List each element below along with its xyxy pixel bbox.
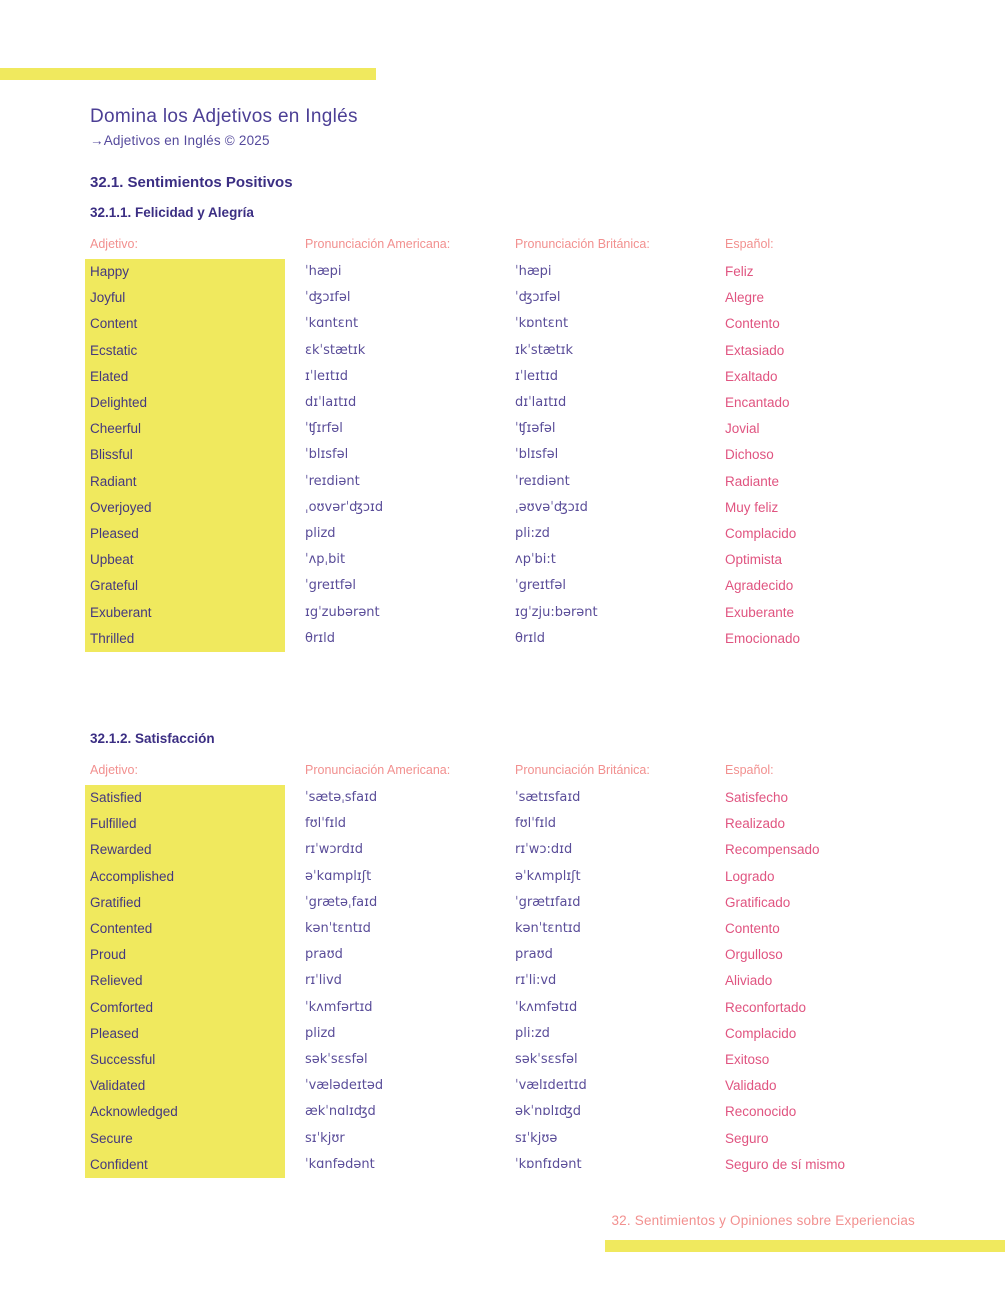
us-pronunciation-cell: əˈkɑmplɪʃt bbox=[305, 868, 372, 884]
us-pronunciation-cell: praʊd bbox=[305, 947, 343, 963]
table-header-row bbox=[85, 237, 917, 252]
us-pronunciation-cell: ɪgˈzubərənt bbox=[305, 604, 380, 620]
adjective-cell: Cheerful bbox=[85, 416, 285, 442]
spanish-cell: Muy feliz bbox=[725, 499, 779, 515]
spanish-cell: Radiante bbox=[725, 473, 780, 489]
uk-pronunciation-cell: fʊlˈfɪld bbox=[515, 816, 557, 832]
column-header: Pronunciación Británica: bbox=[515, 763, 650, 777]
uk-pronunciation-cell: pli:zd bbox=[515, 526, 550, 542]
adjective-cell: Gratified bbox=[85, 890, 285, 916]
adjective-cell: Relieved bbox=[85, 968, 285, 994]
uk-pronunciation-cell: ˈkɒnfɪdənt bbox=[515, 1156, 582, 1172]
bottom-accent-bar bbox=[605, 1240, 1005, 1252]
adjective-cell: Elated bbox=[85, 364, 285, 390]
adjective-cell: Thrilled bbox=[85, 626, 285, 652]
spanish-cell: Dichoso bbox=[725, 447, 774, 463]
spanish-cell: Aliviado bbox=[725, 973, 773, 989]
adjective-cell: Ecstatic bbox=[85, 338, 285, 364]
spanish-cell: Contento bbox=[725, 316, 780, 332]
spanish-cell: Feliz bbox=[725, 264, 754, 279]
us-pronunciation-cell: ˈsætəˌsfaɪd bbox=[305, 790, 378, 805]
column-header: Español: bbox=[725, 237, 774, 251]
adjective-cell: Pleased bbox=[85, 521, 285, 547]
table-body bbox=[85, 785, 917, 1178]
uk-pronunciation-cell: ˈreɪdiənt bbox=[515, 473, 570, 489]
us-pronunciation-cell: ɪˈleɪtɪd bbox=[305, 368, 349, 384]
spanish-cell: Optimista bbox=[725, 552, 783, 568]
uk-pronunciation-cell: ˈgrætɪfaɪd bbox=[515, 894, 581, 910]
spanish-cell: Complacido bbox=[725, 1025, 797, 1041]
table-header-row bbox=[85, 763, 917, 778]
uk-pronunciation-cell: ˈvælɪdeɪtɪd bbox=[515, 1078, 587, 1094]
uk-pronunciation-cell: ˈsætɪsfaɪd bbox=[515, 790, 581, 805]
uk-pronunciation-cell: səkˈsɛsfəl bbox=[515, 1052, 578, 1068]
us-pronunciation-cell: ɛkˈstætɪk bbox=[305, 342, 366, 358]
adjective-cell: Validated bbox=[85, 1073, 285, 1099]
adjective-cell: Pleased bbox=[85, 1021, 285, 1047]
us-pronunciation-cell: ˈkɑnfədənt bbox=[305, 1156, 375, 1172]
column-header: Pronunciación Americana: bbox=[305, 237, 451, 251]
column-header: Español: bbox=[725, 763, 774, 777]
uk-pronunciation-cell: ˈhæpi bbox=[515, 264, 552, 279]
uk-pronunciation-cell: ɪkˈstætɪk bbox=[515, 342, 574, 358]
spanish-cell: Reconfortado bbox=[725, 999, 807, 1015]
spanish-cell: Orgulloso bbox=[725, 947, 783, 963]
us-pronunciation-cell: ˈgrætəˌfaɪd bbox=[305, 894, 378, 910]
adjective-cell: Acknowledged bbox=[85, 1099, 285, 1125]
us-pronunciation-cell: dɪˈlaɪtɪd bbox=[305, 395, 357, 411]
adjective-cell: Rewarded bbox=[85, 837, 285, 863]
adjective-cell: Radiant bbox=[85, 469, 285, 495]
spanish-cell: Exuberante bbox=[725, 604, 795, 620]
us-pronunciation-cell: ˈvælədeɪtəd bbox=[305, 1078, 384, 1094]
uk-pronunciation-cell: ˈblɪsfəl bbox=[515, 447, 559, 463]
adjective-cell: Contented bbox=[85, 916, 285, 942]
uk-pronunciation-cell: əˈkʌmplɪʃt bbox=[515, 868, 581, 884]
adjective-cell: Comforted bbox=[85, 995, 285, 1021]
us-pronunciation-cell: ˈʤɔɪfəl bbox=[305, 290, 351, 306]
uk-pronunciation-cell: ˌəʊvəˈʤɔɪd bbox=[515, 499, 588, 515]
uk-pronunciation-cell: dɪˈlaɪtɪd bbox=[515, 395, 567, 411]
spanish-cell: Reconocido bbox=[725, 1104, 797, 1120]
us-pronunciation-cell: ˈreɪdiənt bbox=[305, 473, 360, 489]
spanish-cell: Realizado bbox=[725, 816, 786, 832]
uk-pronunciation-cell: ˈʧɪəfəl bbox=[515, 421, 556, 437]
column-header: Adjetivo: bbox=[90, 237, 138, 251]
spanish-cell: Seguro de sí mismo bbox=[725, 1156, 846, 1172]
us-pronunciation-cell: sɪˈkjʊr bbox=[305, 1130, 345, 1146]
uk-pronunciation-cell: ˈkʌmfətɪd bbox=[515, 999, 578, 1015]
spanish-cell: Logrado bbox=[725, 868, 775, 884]
us-pronunciation-cell: ˈʌpˌbit bbox=[305, 552, 346, 568]
section-heading: 32.1. Sentimientos Positivos bbox=[90, 174, 293, 191]
uk-pronunciation-cell: ˈkɒntɛnt bbox=[515, 316, 569, 332]
us-pronunciation-cell: plizd bbox=[305, 526, 336, 542]
adjective-cell: Content bbox=[85, 311, 285, 337]
us-pronunciation-cell: ˈhæpi bbox=[305, 264, 342, 279]
us-pronunciation-cell: plizd bbox=[305, 1025, 336, 1041]
spanish-cell: Emocionado bbox=[725, 630, 801, 646]
column-header: Pronunciación Británica: bbox=[515, 237, 650, 251]
table-subheading: 32.1.1. Felicidad y Alegría bbox=[90, 205, 254, 220]
uk-pronunciation-cell: ʌpˈbi:t bbox=[515, 552, 556, 568]
page-subtitle: →Adjetivos en Inglés © 2025 bbox=[90, 133, 270, 148]
adjective-cell: Joyful bbox=[85, 285, 285, 311]
top-accent-bar bbox=[0, 68, 376, 80]
us-pronunciation-cell: ækˈnɑlɪʤd bbox=[305, 1104, 376, 1120]
uk-pronunciation-cell: ɪgˈzju:bərənt bbox=[515, 604, 598, 620]
adjective-cell: Blissful bbox=[85, 442, 285, 468]
us-pronunciation-cell: ˈʧɪrfəl bbox=[305, 421, 343, 437]
spanish-cell: Satisfecho bbox=[725, 790, 789, 805]
uk-pronunciation-cell: pli:zd bbox=[515, 1025, 550, 1041]
uk-pronunciation-cell: ɪˈleɪtɪd bbox=[515, 368, 559, 384]
spanish-cell: Jovial bbox=[725, 421, 760, 437]
us-pronunciation-cell: səkˈsɛsfəl bbox=[305, 1052, 368, 1068]
adjective-cell: Upbeat bbox=[85, 547, 285, 573]
uk-pronunciation-cell: kənˈtɛntɪd bbox=[515, 921, 581, 937]
us-pronunciation-cell: ˌoʊvərˈʤɔɪd bbox=[305, 499, 384, 515]
uk-pronunciation-cell: sɪˈkjʊə bbox=[515, 1130, 558, 1146]
adjective-cell: Delighted bbox=[85, 390, 285, 416]
spanish-cell: Agradecido bbox=[725, 578, 794, 594]
uk-pronunciation-cell: rɪˈwɔ:dɪd bbox=[515, 842, 573, 858]
us-pronunciation-cell: rɪˈlivd bbox=[305, 973, 342, 989]
spanish-cell: Extasiado bbox=[725, 342, 785, 358]
us-pronunciation-cell: ˈblɪsfəl bbox=[305, 447, 349, 463]
table-subheading: 32.1.2. Satisfacción bbox=[90, 731, 215, 746]
us-pronunciation-cell: ˈkɑntɛnt bbox=[305, 316, 359, 332]
uk-pronunciation-cell: praʊd bbox=[515, 947, 553, 963]
us-pronunciation-cell: ˈkʌmfərtɪd bbox=[305, 999, 373, 1015]
spanish-cell: Exaltado bbox=[725, 368, 778, 384]
spanish-cell: Encantado bbox=[725, 395, 790, 411]
adjective-cell: Fulfilled bbox=[85, 811, 285, 837]
spanish-cell: Complacido bbox=[725, 526, 797, 542]
adjective-cell: Secure bbox=[85, 1126, 285, 1152]
adjective-cell: Exuberant bbox=[85, 600, 285, 626]
adjective-cell: Successful bbox=[85, 1047, 285, 1073]
adjective-cell: Confident bbox=[85, 1152, 285, 1178]
column-header: Adjetivo: bbox=[90, 763, 138, 777]
uk-pronunciation-cell: θrɪld bbox=[515, 630, 545, 646]
spanish-cell: Gratificado bbox=[725, 894, 791, 910]
spanish-cell: Seguro bbox=[725, 1130, 769, 1146]
adjective-cell: Accomplished bbox=[85, 864, 285, 890]
uk-pronunciation-cell: ˈʤɔɪfəl bbox=[515, 290, 561, 306]
adjective-cell: Satisfied bbox=[85, 785, 285, 811]
adjective-cell: Proud bbox=[85, 942, 285, 968]
us-pronunciation-cell: θrɪld bbox=[305, 630, 335, 646]
adjective-cell: Overjoyed bbox=[85, 495, 285, 521]
uk-pronunciation-cell: əkˈnɒlɪʤd bbox=[515, 1104, 582, 1120]
uk-pronunciation-cell: ˈgreɪtfəl bbox=[515, 578, 566, 594]
adjective-cell: Grateful bbox=[85, 573, 285, 599]
us-pronunciation-cell: kənˈtɛntɪd bbox=[305, 921, 371, 937]
column-header: Pronunciación Americana: bbox=[305, 763, 451, 777]
page-footer: 32. Sentimientos y Opiniones sobre Experiencias bbox=[611, 1213, 915, 1228]
table-body bbox=[85, 259, 917, 652]
us-pronunciation-cell: rɪˈwɔrdɪd bbox=[305, 842, 363, 858]
spanish-cell: Exitoso bbox=[725, 1052, 770, 1068]
uk-pronunciation-cell: rɪˈli:vd bbox=[515, 973, 557, 989]
spanish-cell: Alegre bbox=[725, 290, 765, 306]
us-pronunciation-cell: ˈgreɪtfəl bbox=[305, 578, 356, 594]
spanish-cell: Validado bbox=[725, 1078, 777, 1094]
page-title: Domina los Adjetivos en Inglés bbox=[90, 106, 358, 127]
us-pronunciation-cell: fʊlˈfɪld bbox=[305, 816, 347, 832]
table-satisfaccion bbox=[85, 731, 917, 1178]
spanish-cell: Contento bbox=[725, 921, 780, 937]
table-felicidad-y-alegria bbox=[85, 205, 917, 652]
spanish-cell: Recompensado bbox=[725, 842, 820, 858]
adjective-cell: Happy bbox=[85, 259, 285, 285]
